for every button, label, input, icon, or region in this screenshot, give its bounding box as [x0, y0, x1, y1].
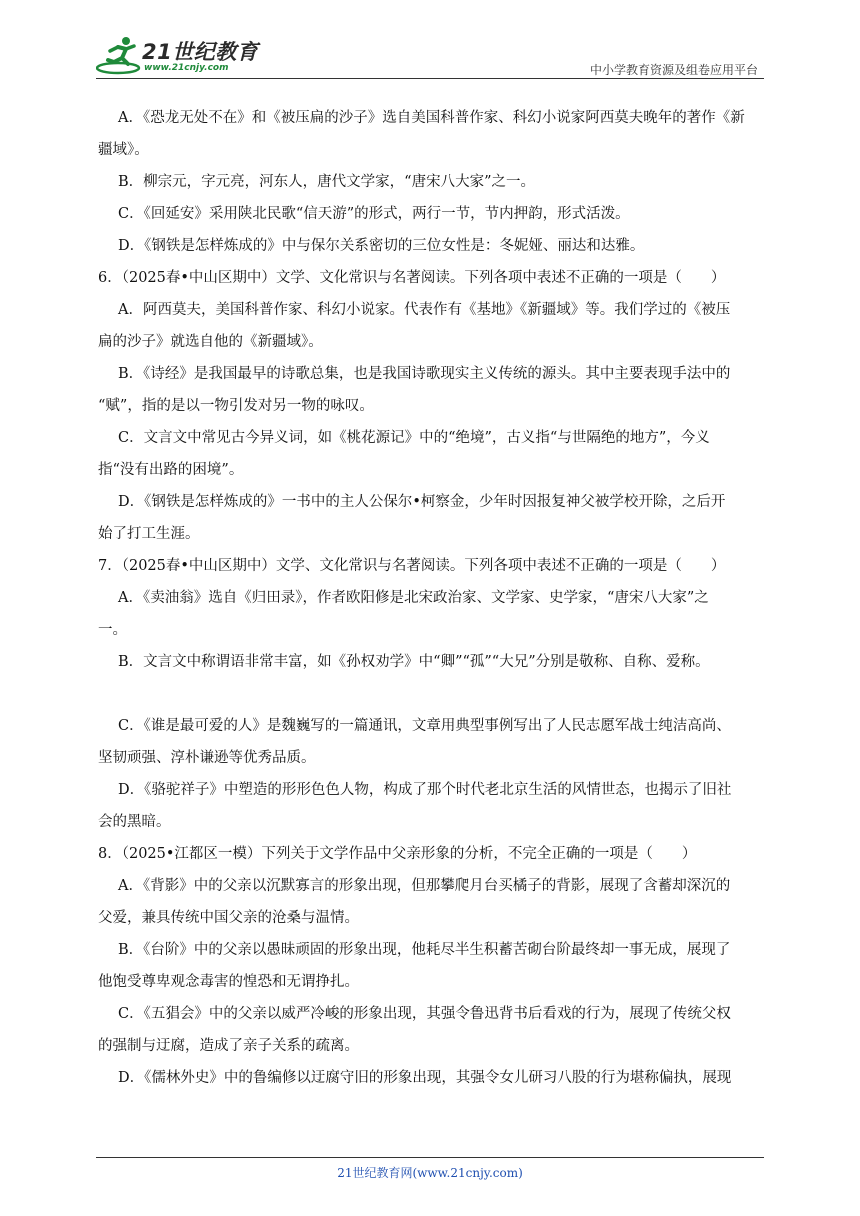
text-line: 会的黑暗。: [98, 814, 171, 830]
text-line: A．《恐龙无处不在》和《被压扁的沙子》选自美国科普作家、科幻小说家阿西莫夫晚年的著作《新: [118, 110, 745, 126]
text-line: 一。: [98, 622, 127, 638]
site-logo[interactable]: [96, 30, 296, 80]
text-line: D．《钢铁是怎样炼成的》一书中的主人公保尔•柯察金，少年时因报复神父被学校开除，之后开: [118, 494, 726, 510]
footer-link[interactable]: 21世纪教育网(www.21cnjy.com): [337, 1166, 523, 1180]
text-line: D．《钢铁是怎样炼成的》中与保尔关系密切的三位女性是：冬妮娅、丽达和达雅。: [118, 238, 645, 254]
logo-url-text: www.21cnjy.com: [144, 63, 229, 73]
text-line: 8．（2025•江都区一模）下列关于文学作品中父亲形象的分析，不完全正确的一项是（ ）: [98, 846, 697, 862]
text-line: C．《五猖会》中的父亲以威严冷峻的形象出现，其强令鲁迅背书后看戏的行为，展现了传统父权: [118, 1006, 731, 1022]
logo-brand-text: 21世纪教育: [142, 40, 259, 64]
text-line: 父爱，兼具传统中国父亲的沧桑与温情。: [98, 910, 359, 926]
text-line: 扁的沙子》就选自他的《新疆域》。: [98, 334, 323, 350]
text-line: 7．（2025春•中山区期中）文学、文化常识与名著阅读。下列各项中表述不正确的一项是（ ）: [98, 558, 726, 574]
text-line: 他饱受尊卑观念毒害的惶恐和无谓挣扎。: [98, 974, 359, 990]
text-line: C．《回延安》采用陕北民歌“信天游”的形式，两行一节，节内押韵，形式活泼。: [118, 206, 630, 222]
text-line: B．文言文中称谓语非常丰富，如《孙权劝学》中“卿”“孤”“大兄”分别是敬称、自称、爱称。: [118, 654, 710, 670]
text-line: 的强制与迂腐，造成了亲子关系的疏离。: [98, 1038, 359, 1054]
text-line: C．《谁是最可爱的人》是魏巍写的一篇通讯，文章用典型事例写出了人民志愿军战士纯洁高尚、: [118, 718, 731, 734]
text-line: 始了打工生涯。: [98, 526, 200, 542]
text-line: A．《卖油翁》选自《归田录》，作者欧阳修是北宋政治家、文学家、史学家，“唐宋八大家”之: [118, 590, 709, 606]
text-line: “赋”，指的是以一物引发对另一物的咏叹。: [98, 398, 374, 414]
page-header: [96, 30, 764, 80]
question-body: [98, 102, 766, 1094]
text-line: A．《背影》中的父亲以沉默寡言的形象出现，但那攀爬月台买橘子的背影，展现了含蓄却深沉的: [118, 878, 731, 894]
footer-divider: [96, 1157, 764, 1158]
runner-logo-icon: [96, 34, 144, 76]
text-line: D．《骆驼祥子》中塑造的形形色色人物，构成了那个时代老北京生活的风情世态，也揭示了旧社: [118, 782, 732, 798]
text-line: B．《台阶》中的父亲以愚昧顽固的形象出现，他耗尽半生积蓄苦砌台阶最终却一事无成，展现了: [118, 942, 731, 958]
header-divider: [96, 78, 764, 79]
blank-line: [98, 678, 766, 710]
text-line: B．柳宗元，字元亮，河东人，唐代文学家，“唐宋八大家”之一。: [118, 174, 535, 190]
text-line: B．《诗经》是我国最早的诗歌总集，也是我国诗歌现实主义传统的源头。其中主要表现手法中的: [118, 366, 731, 382]
text-line: 6．（2025春•中山区期中）文学、文化常识与名著阅读。下列各项中表述不正确的一项是（ ）: [98, 270, 726, 286]
text-line: 坚韧顽强、淳朴谦逊等优秀品质。: [98, 750, 316, 766]
text-line: D．《儒林外史》中的鲁编修以迂腐守旧的形象出现，其强令女儿研习八股的行为堪称偏执，展现: [118, 1070, 732, 1086]
text-line: A．阿西莫夫，美国科普作家、科幻小说家。代表作有《基地》《新疆域》等。我们学过的《被压: [118, 302, 731, 318]
platform-title: 中小学教育资源及组卷应用平台: [589, 63, 758, 77]
text-line: C．文言文中常见古今异义词，如《桃花源记》中的“绝境”，古义指“与世隔绝的地方”，今义: [118, 430, 710, 446]
text-line: 指“没有出路的困境”。: [98, 462, 244, 478]
text-line: 疆域》。: [98, 142, 149, 158]
